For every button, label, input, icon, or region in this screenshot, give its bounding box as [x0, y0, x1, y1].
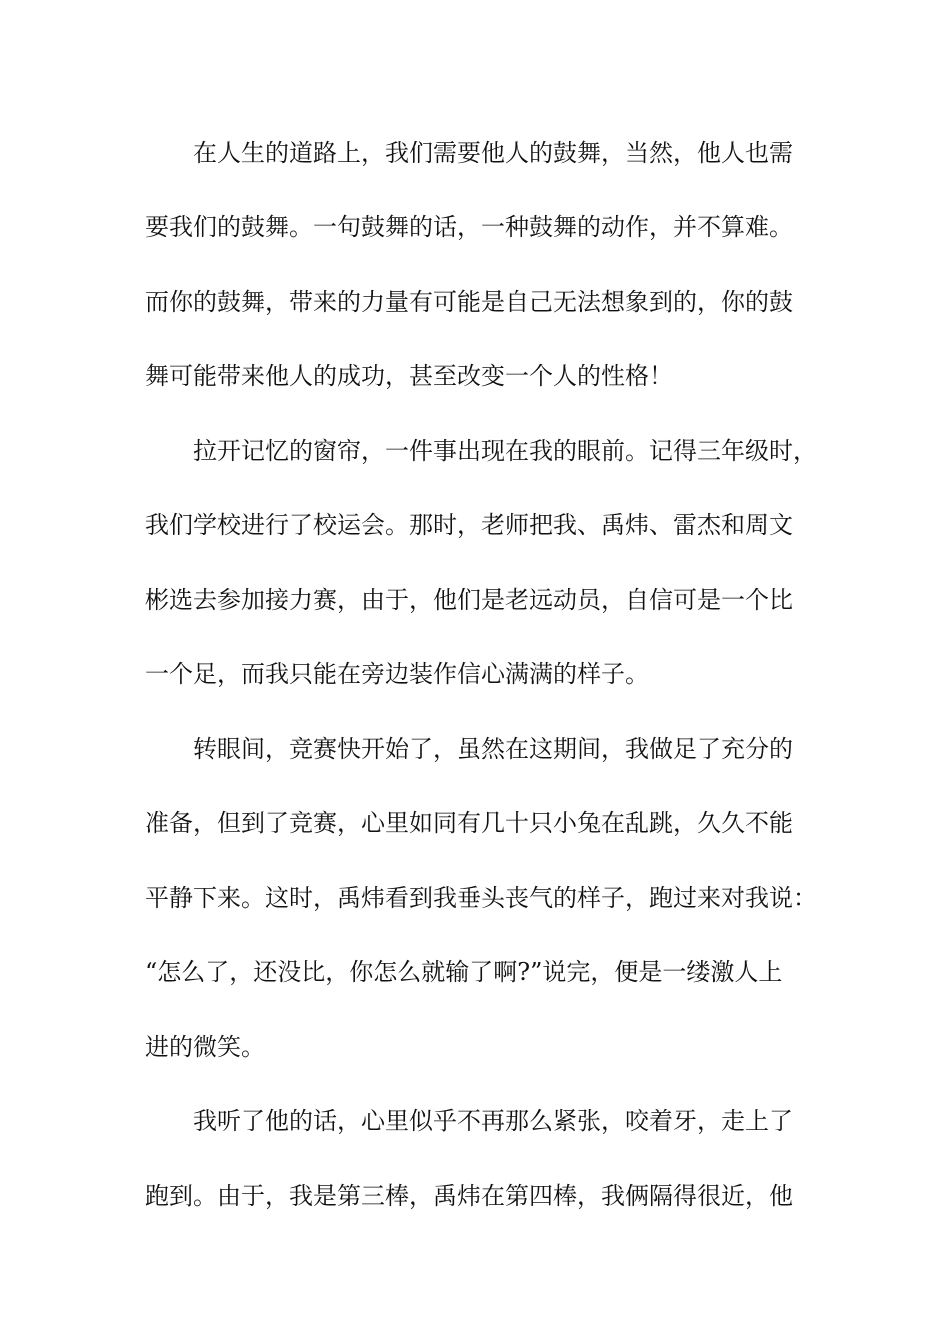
paragraph-line: 平静下来。这时，禹炜看到我垂头丧气的样子，跑过来对我说： [145, 884, 817, 912]
paragraph-line: 准备，但到了竞赛，心里如同有几十只小兔在乱跳，久久不能 [145, 809, 793, 837]
paragraph-line: 在人生的道路上，我们需要他人的鼓舞，当然，他人也需 [193, 139, 793, 167]
paragraph-line: 跑到。由于，我是第三棒，禹炜在第四棒，我俩隔得很近，他 [145, 1182, 793, 1210]
paragraph-line: 我们学校进行了校运会。那时，老师把我、禹炜、雷杰和周文 [145, 511, 793, 539]
paragraph-line: 我听了他的话，心里似乎不再那么紧张，咬着牙，走上了 [193, 1107, 793, 1135]
paragraph-line: 拉开记忆的窗帘，一件事出现在我的眼前。记得三年级时， [193, 437, 817, 465]
paragraph-line: 要我们的鼓舞。一句鼓舞的话，一种鼓舞的动作，并不算难。 [145, 213, 793, 241]
paragraph-line: 转眼间，竞赛快开始了，虽然在这期间，我做足了充分的 [193, 735, 793, 763]
paragraph-line: 彬选去参加接力赛，由于，他们是老远动员，自信可是一个比 [145, 586, 793, 614]
paragraph-line: 舞可能带来他人的成功，甚至改变一个人的性格！ [145, 362, 673, 390]
paragraph-line: 一个足，而我只能在旁边装作信心满满的样子。 [145, 660, 649, 688]
paragraph-line: 而你的鼓舞，带来的力量有可能是自己无法想象到的，你的鼓 [145, 288, 793, 316]
paragraph-line: “怎么了，还没比，你怎么就输了啊?”说完，便是一缕激人上 [145, 958, 783, 986]
paragraph-line: 进的微笑。 [145, 1033, 265, 1061]
